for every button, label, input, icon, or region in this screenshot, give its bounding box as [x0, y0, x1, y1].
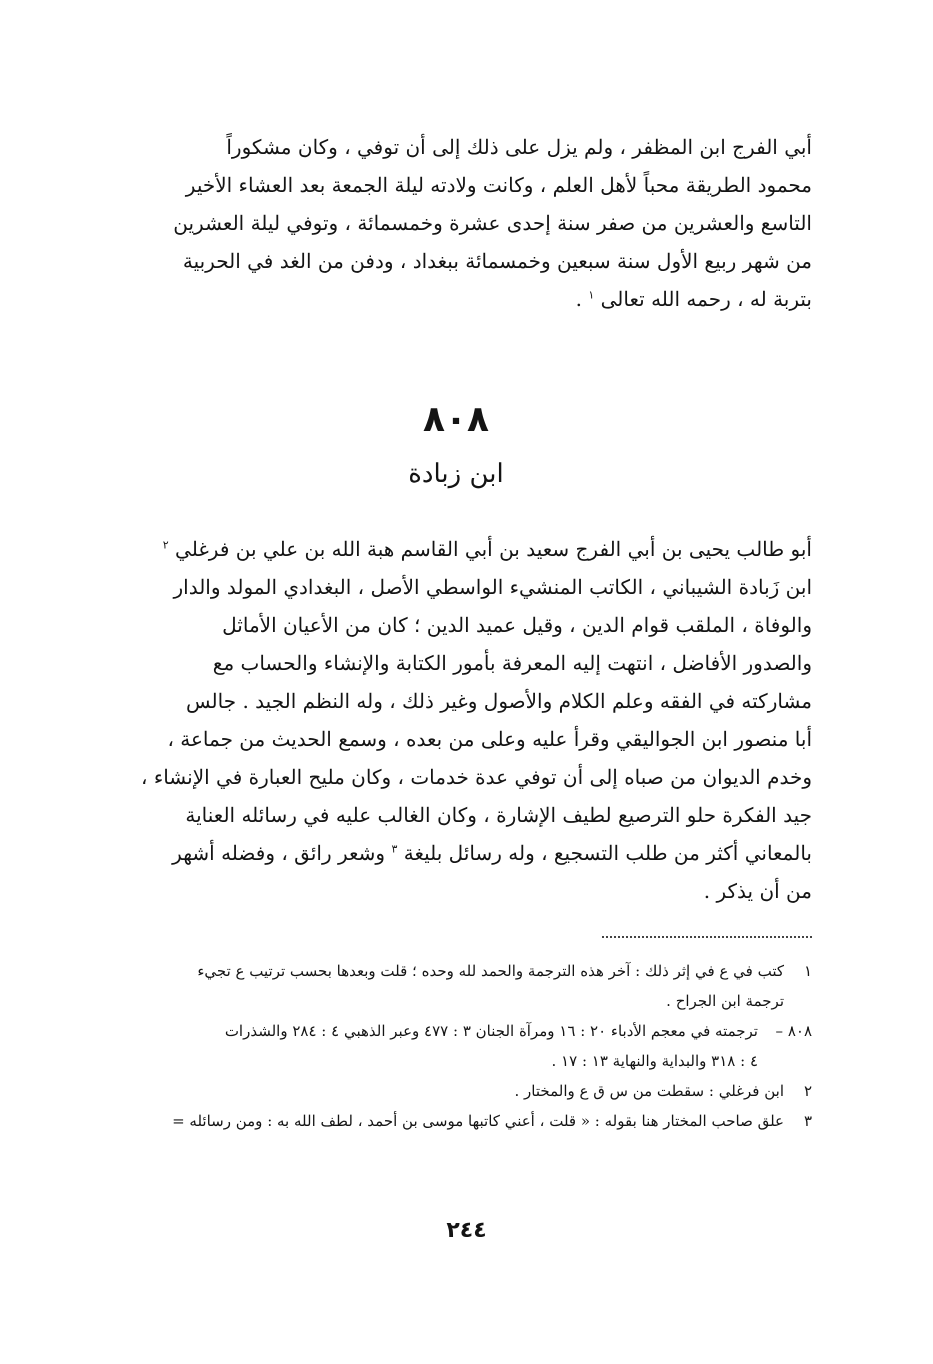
text-line: التاسع والعشرين من صفر سنة إحدى عشرة وخمسمائة ، وتوفي ليلة العشرين — [173, 211, 812, 235]
text-fragment: بالمعاني أكثر من طلب التسجيع ، وله رسائل بليغة — [403, 841, 812, 865]
footnote-divider — [602, 936, 812, 938]
entry-title: ابن زبادة — [408, 459, 504, 489]
footnotes — [100, 956, 812, 1136]
footnote — [100, 1016, 812, 1076]
text-line — [100, 530, 812, 568]
text-line: وخدم الديوان من صباه إلى أن توفي عدة خدمات ، وكان مليح العبارة في الإنشاء ، — [141, 765, 812, 789]
text-fragment: وشعر رائق ، وفضله أشهر — [172, 841, 386, 865]
footnote-number: ١ — [803, 962, 812, 980]
text-line: محمود الطريقة محباً لأهل العلم ، وكانت ولادته ليلة الجمعة بعد العشاء الأخير — [185, 173, 812, 197]
entry-heading — [100, 398, 812, 492]
text-line — [100, 834, 812, 872]
footnote-line: ٤ : ٣١٨ والبداية والنهاية ١٣ : ١٧ . — [551, 1052, 758, 1070]
footnote-reference: ٣ — [391, 842, 398, 856]
footnote — [100, 956, 812, 1016]
footnote-reference: ٢ — [162, 538, 169, 552]
page-content — [100, 128, 812, 1136]
continued-biography-paragraph — [100, 128, 812, 318]
footnote-text — [100, 1016, 758, 1076]
text-line — [100, 280, 812, 318]
footnote-number: ٨٠٨ – — [775, 1022, 812, 1040]
text-fragment: بتربة له ، رحمه الله تعالى — [600, 287, 812, 311]
text-line: من شهر ربيع الأول سنة سبعين وخمسمائة ببغداد ، ودفن من الغد في الحربية — [182, 249, 812, 273]
footnote-line: ابن فرغلي : سقطت من س ق ع والمختار . — [514, 1082, 784, 1100]
text-line: من أن يذكر . — [703, 879, 812, 903]
text-line: والصدور الأفاضل ، انتهت إليه المعرفة بأمور الكتابة والإنشاء والحساب مع — [212, 651, 812, 675]
text-line: أبي الفرج ابن المظفر ، ولم يزل على ذلك إلى أن توفي ، وكان مشكوراً — [226, 135, 812, 159]
text-line: جيد الفكرة حلو الترصيع لطيف الإشارة ، وكان الغالب عليه في رسائله العناية — [185, 803, 812, 827]
footnote-number: ٢ — [803, 1082, 812, 1100]
footnote-line: كتب في ع في إثر ذلك : آخر هذه الترجمة والحمد لله وحده ؛ قلت وبعدها بحسب ترتيب ع تجيء — [197, 962, 784, 980]
text-line: مشاركته في الفقه وعلم الكلام والأصول وغير ذلك ، وله النظم الجيد . جالس — [186, 689, 812, 713]
text-fragment: أبو طالب يحيى بن أبي الفرج سعيد بن أبي القاسم هبة الله بن علي بن فرغلي — [175, 537, 812, 561]
footnote-text — [100, 1106, 784, 1136]
entry-biography-paragraph — [100, 530, 812, 910]
text-line: أبا منصور ابن الجواليقي وقرأ عليه وعلى من بعده ، وسمع الحديث من جماعة ، — [167, 727, 812, 751]
footnote-reference: ١ — [588, 288, 595, 302]
footnote — [100, 1106, 812, 1136]
text-line: والوفاة ، الملقب قوام الدين ، وقيل عميد الدين ؛ كان من الأعيان الأماثل — [222, 613, 812, 637]
footnote-text — [100, 956, 784, 1016]
footnote-number: ٣ — [803, 1112, 812, 1130]
footnote-line: ترجمة ابن الجراح . — [666, 992, 784, 1010]
footnote-text — [100, 1076, 784, 1106]
footnote — [100, 1076, 812, 1106]
text-fragment: . — [575, 287, 582, 311]
footnote-line: علق صاحب المختار هنا بقوله : « قلت ، أعني كاتبها موسى بن أحمد ، لطف الله به : ومن رسائله = — [172, 1112, 784, 1130]
entry-number: ٨٠٨ — [423, 399, 489, 440]
page-number: ٢٤٤ — [446, 1218, 487, 1243]
text-line: ابن زَبادة الشيباني ، الكاتب المنشيء الواسطي الأصل ، البغدادي المولد والدار — [173, 575, 812, 599]
footnote-line: ترجمته في معجم الأدباء ٢٠ : ١٦ ومرآة الجنان ٣ : ٤٧٧ وعبر الذهبي ٤ : ٢٨٤ والشذرات — [224, 1022, 758, 1040]
